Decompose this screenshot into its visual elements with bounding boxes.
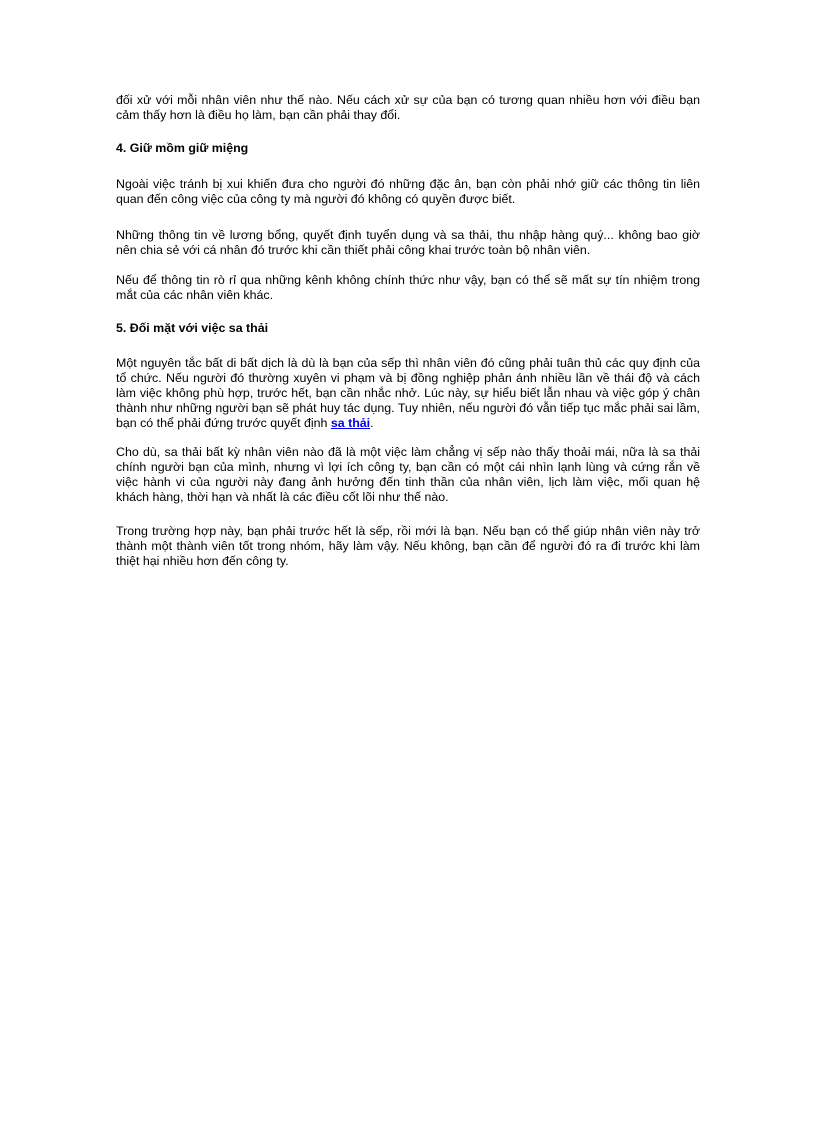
section-5-paragraph-1-end: . (370, 416, 374, 430)
document-page (116, 93, 700, 569)
intro-paragraph: đối xử với mỗi nhân viên như thế nào. Nếu cách xử sự của bạn có tương quan nhiều hơn với điều bạn cảm thấy hơn là điều họ làm, bạn cần phải thay đổi. (116, 93, 700, 122)
section-4-heading: 4. Giữ mồm giữ miệng (116, 141, 249, 155)
section-5-paragraph-1 (116, 356, 700, 431)
section-4-paragraph-1: Ngoài việc tránh bị xui khiến đưa cho người đó những đặc ân, bạn còn phải nhớ giữ các thông tin liên quan đến công việc của công ty mà người đó không có quyền được biết. (116, 177, 700, 206)
section-4-paragraph-3: Nếu để thông tin rò rỉ qua những kênh không chính thức như vậy, bạn có thể sẽ mất sự tín nhiệm trong mắt của các nhân viên khác. (116, 273, 700, 302)
section-4-paragraph-2: Những thông tin về lương bổng, quyết định tuyển dụng và sa thải, thu nhập hàng quý... không bao giờ nên chia sẻ với cá nhân đó trước khi cần thiết phải công khai trước toàn bộ nhân viên. (116, 228, 700, 257)
section-5-paragraph-2: Cho dù, sa thải bất kỳ nhân viên nào đã là một việc làm chẳng vị sếp nào thấy thoải mái, nữa là sa thải chính người bạn của mình, nhưng vì lợi ích công ty, bạn cần có một cái nhìn lạnh lùng và cứng rắn về việc hành vi của người này đang ảnh hưởng đến tinh thần của nhân viên, lịch làm việc, mối quan hệ khách hàng, thời hạn và nhất là các điều cốt lõi như thế nào. (116, 445, 700, 504)
section-5-paragraph-1-text: Một nguyên tắc bất di bất dịch là dù là bạn của sếp thì nhân viên đó cũng phải tuân thủ các quy định của tổ chức. Nếu người đó thường xuyên vi phạm và bị đồng nghiệp phản ánh nhiều lần về thái độ và cách làm việc không phù hợp, trước hết, bạn cần nhắc nhở. Lúc này, sự hiểu biết lẫn nhau và việc góp ý chân thành như những người bạn sẽ phát huy tác dụng. Tuy nhiên, nếu người đó vẫn tiếp tục mắc phải sai lầm, bạn có thể phải đứng trước quyết định (116, 356, 700, 430)
section-5-paragraph-3: Trong trường hợp này, bạn phải trước hết là sếp, rồi mới là bạn. Nếu bạn có thể giúp nhân viên này trở thành một thành viên tốt trong nhóm, hãy làm vậy. Nếu không, bạn cần để người đó ra đi trước khi làm thiệt hại nhiều hơn đến công ty. (116, 524, 700, 568)
sa-thai-link[interactable]: sa thải (330, 416, 371, 430)
section-5-heading: 5. Đối mặt với việc sa thải (116, 321, 269, 335)
